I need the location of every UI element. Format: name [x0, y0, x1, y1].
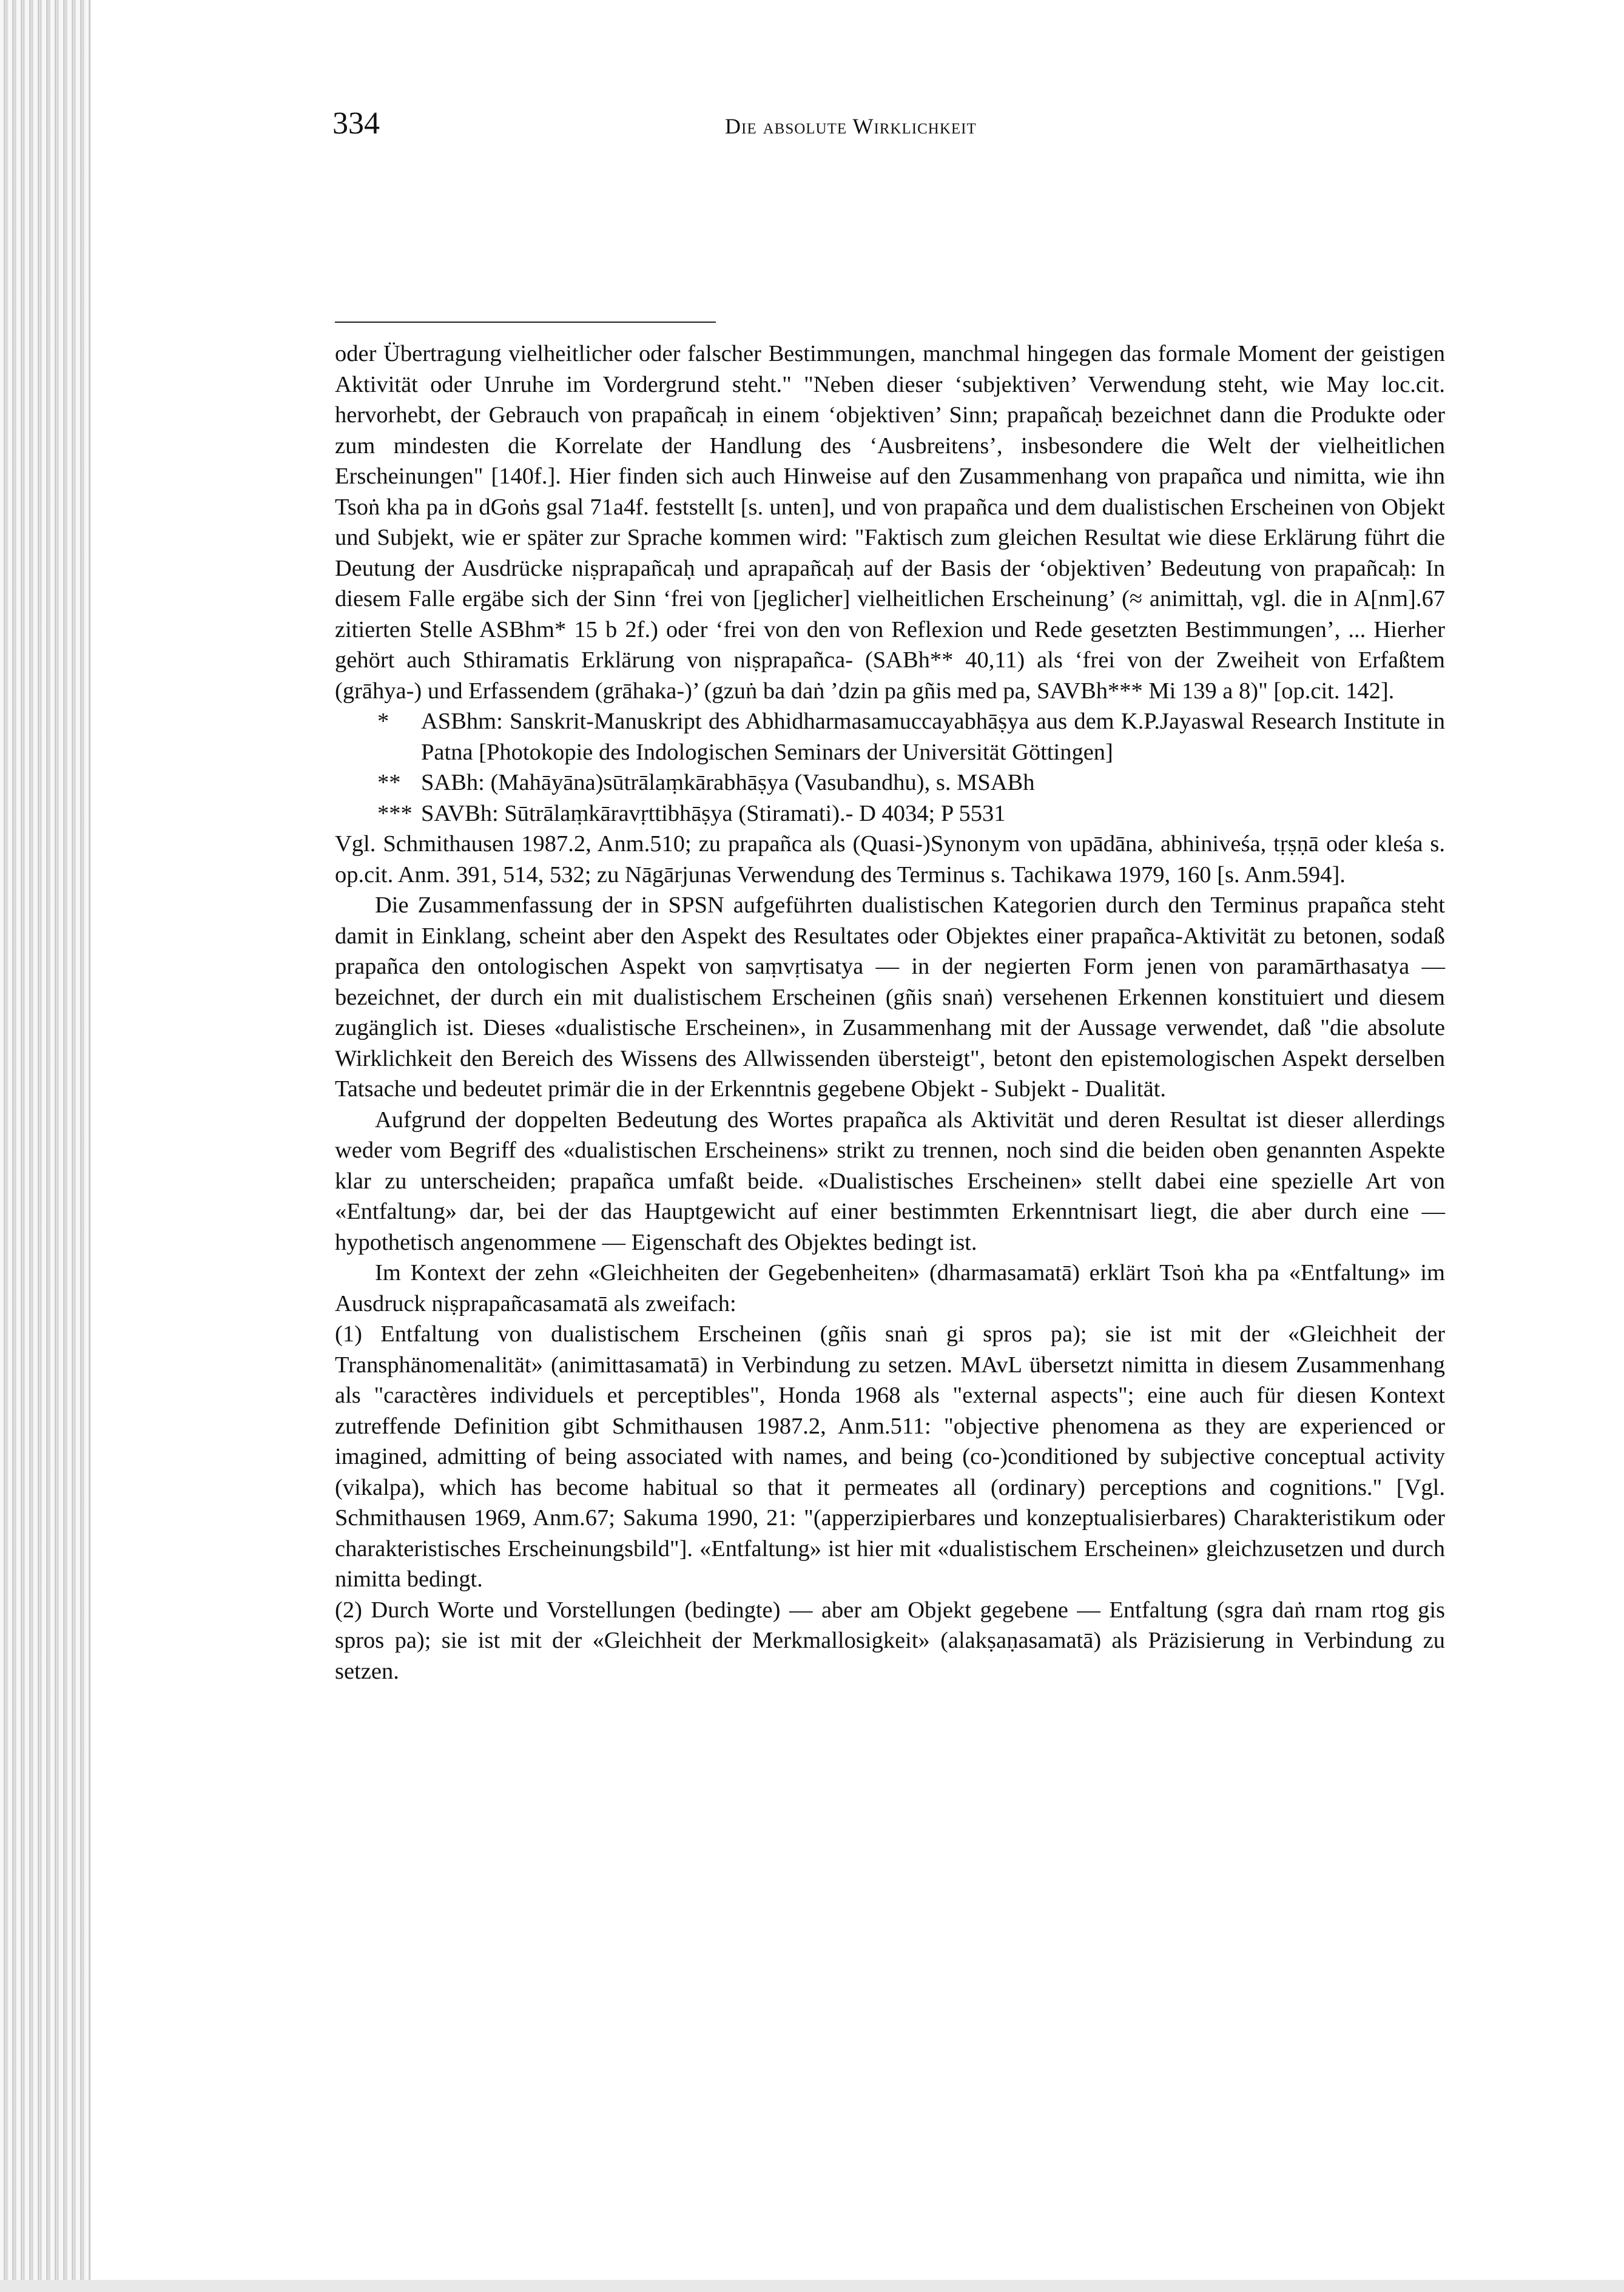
note-mark: *** — [377, 800, 413, 826]
running-title: Die absolute Wirklichkeit — [725, 114, 977, 138]
footnote-separator — [335, 322, 716, 323]
note-text: SABh: (Mahāyāna)sūtrālaṃkārabhāṣya (Vasubandhu), s. MSABh — [421, 770, 1035, 795]
enumerated-item: (2) Durch Worte und Vorstellungen (bedingte) — aber am Objekt gegebene — Entfaltung (sgra daṅ rnam rtog gis spros pa); sie ist mit der «Gleichheit der Merkmallosigkeit» (alakṣaṇasamatā) als Präzisierung in Verbindung zu setzen. — [335, 1597, 1445, 1684]
scan-binding-edge — [0, 0, 91, 2292]
reference-line: Vgl. Schmithausen 1987.2, Anm.510; zu prapañca als (Quasi-)Synonym von upādāna, abhiniveśa, tṛṣṇā oder kleśa s. op.cit. Anm. 391, 514, 532; zu Nāgārjunas Verwendung des Terminus s. Tachikawa 1979, 160 [s. Anm.594]. — [335, 831, 1445, 888]
abbreviation-note — [377, 798, 1445, 829]
page-body — [335, 339, 1445, 1687]
page-number: 334 — [332, 106, 380, 141]
enumerated-item: (1) Entfaltung von dualistischem Erscheinen (gñis snaṅ gi spros pa); sie ist mit der «Gleichheit der Transphänomenalität» (animittasamatā) in Verbindung zu setzen. MAvL übersetzt nimitta in diesem Zusammenhang als "caractères individuels et perceptibles", Honda 1968 als "external aspects"; eine auch für diesen Kontext zutreffende Definition gibt Schmithausen 1987.2, Anm.511: "objective phenomena as they are experienced or imagined, admitting of being associated with names, and being (co-)conditioned by subjective conceptual activity (vikalpa), which has become habitual so that it permeates all (ordinary) perceptions and cognitions." [Vgl. Schmithausen 1969, Anm.67; Sakuma 1990, 21: "(apperzipierbares und konzeptualisierbares) Charakteristikum oder charakteristisches Erscheinungsbild"]. «Entfaltung» ist hier mit «dualistischem Erscheinen» gleichzusetzen und durch nimitta bedingt. — [335, 1321, 1445, 1592]
body-paragraph: Aufgrund der doppelten Bedeutung des Wortes prapañca als Aktivität und deren Resultat ist dieser allerdings weder vom Begriff des «dualistischen Erscheinens» strikt zu trennen, noch sind die beiden oben genannten Aspekte klar zu unterscheiden; prapañca umfaßt beide. «Dualistisches Erscheinen» stellt dabei eine spezielle Art von «Entfaltung» dar, bei der das Hauptgewicht auf einer bestimmten Erkenntnisart liegt, die aber durch eine — hypothetisch angenommene — Eigenschaft des Objektes bedingt ist. — [335, 1107, 1445, 1255]
note-mark: * — [377, 709, 389, 734]
note-text: SAVBh: Sūtrālaṃkāravṛttibhāṣya (Stiramati).- D 4034; P 5531 — [421, 800, 1006, 826]
abbreviation-note — [377, 706, 1445, 767]
abbreviation-note — [377, 767, 1445, 798]
footnote-continuation: oder Übertragung vielheitlicher oder falscher Bestimmungen, manchmal hingegen das formale Moment der geistigen Aktivität oder Unruhe im Vordergrund steht." "Neben dieser ‘subjektiven’ Verwendung steht, wie May loc.cit. hervorhebt, der Gebrauch von prapañcaḥ in einem ‘objektiven’ Sinn; prapañcaḥ bezeichnet dann die Produkte oder zum mindesten die Korrelate der Handlung des ‘Ausbreitens’, insbesondere die Welt der vielheitlichen Erscheinungen" [140f.]. Hier finden sich auch Hinweise auf den Zusammenhang von prapañca und nimitta, wie ihn Tsoṅ kha pa in dGoṅs gsal 71a4f. feststellt [s. unten], und von prapañca und dem dualistischen Erscheinen von Objekt und Subjekt, wie er später zur Sprache kommen wird: "Faktisch zum gleichen Resultat wie diese Erklärung führt die Deutung der Ausdrücke niṣprapañcaḥ und aprapañcaḥ auf der Basis der ‘objektiven’ Bedeutung von prapañcaḥ: In diesem Falle ergäbe sich der Sinn ‘frei von [jeglicher] vielheitlichen Erscheinung’ (≈ animittaḥ, vgl. die in A[nm].67 zitierten Stelle ASBhm* 15 b 2f.) oder ‘frei von den von Reflexion und Rede gesetzten Bestimmungen’, ... Hierher gehört auch Sthiramatis Erklärung von niṣprapañca- (SABh** 40,11) als ‘frei von der Zweiheit von Erfaßtem (grāhya-) und Erfassendem (grāhaka-)’ (gzuṅ ba daṅ ’dzin pa gñis med pa, SAVBh*** Mi 139 a 8)" [op.cit. 142]. — [335, 341, 1445, 704]
body-paragraph: Die Zusammenfassung der in SPSN aufgeführten dualistischen Kategorien durch den Terminus prapañca steht damit in Einklang, scheint aber den Aspekt des Resultates oder Objektes einer prapañca-Aktivität zu betonen, sodaß prapañca den ontologischen Aspekt von saṃvṛtisatya — in der negierten Form jenen von paramārthasatya — bezeichnet, der durch ein mit dualistischem Erscheinen (gñis snaṅ) versehenen Erkennen konstituiert und diesem zugänglich ist. Dieses «dualistische Erscheinen», in Zusammenhang mit der Aussage verwendet, daß "die absolute Wirklichkeit den Bereich des Wissens des Allwissenden übersteigt", betont den epistemologischen Aspekt derselben Tatsache und bedeutet primär die in der Erkenntnis gegebene Objekt - Subjekt - Dualität. — [335, 892, 1445, 1102]
note-text: ASBhm: Sanskrit-Manuskript des Abhidharmasamuccayabhāṣya aus dem K.P.Jayaswal Research Institute in Patna [Photokopie des Indologischen Seminars der Universität Göttingen] — [421, 709, 1445, 765]
scan-bottom-edge — [0, 2280, 1624, 2292]
body-paragraph: Im Kontext der zehn «Gleichheiten der Gegebenheiten» (dharmasamatā) erklärt Tsoṅ kha pa «Entfaltung» im Ausdruck niṣprapañcasamatā als zweifach: — [335, 1260, 1445, 1316]
note-mark: ** — [377, 770, 401, 795]
